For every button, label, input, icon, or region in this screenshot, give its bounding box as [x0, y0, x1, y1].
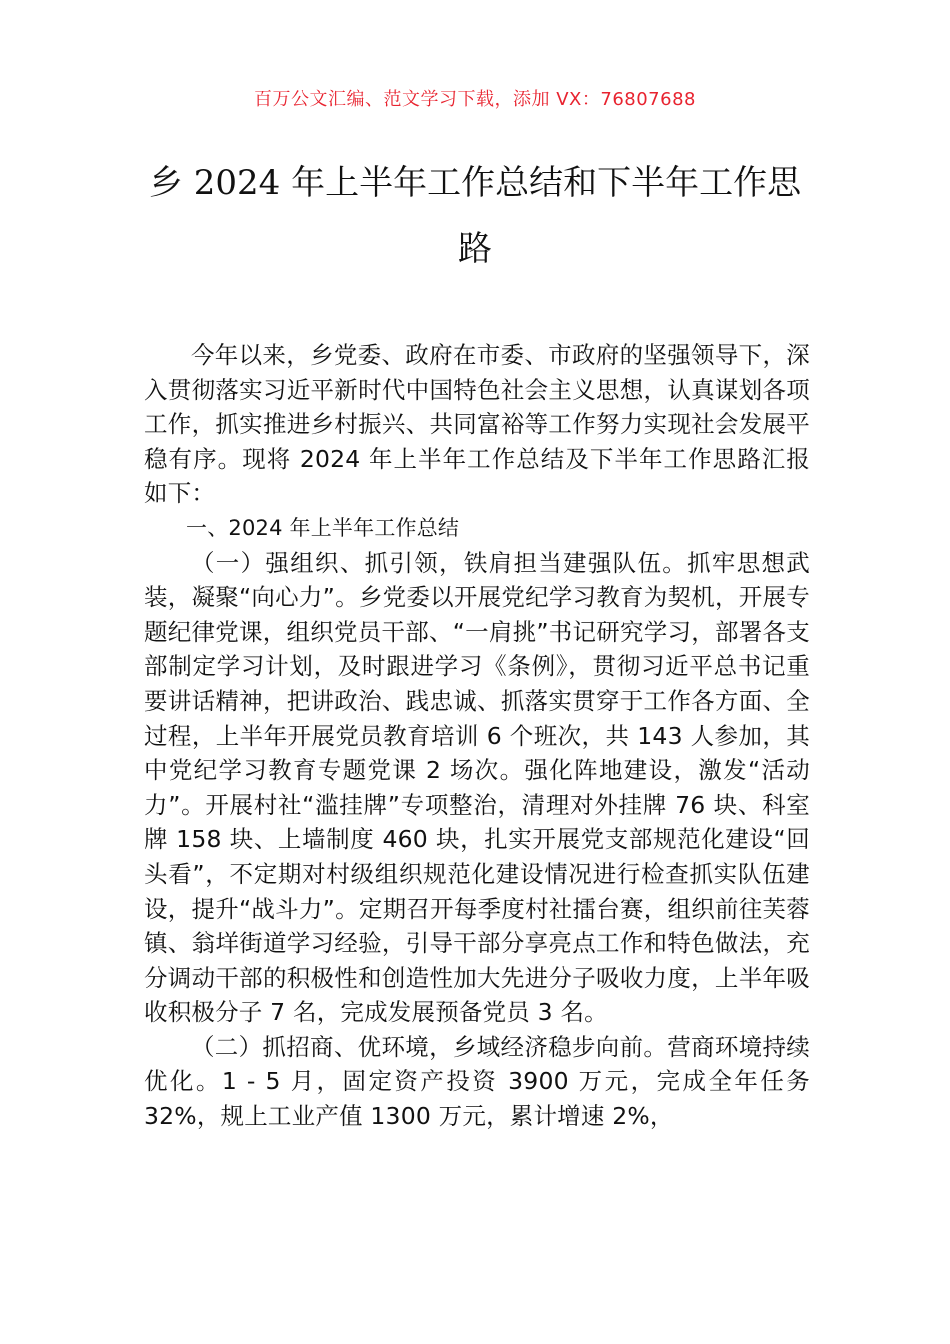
document-body: [144, 338, 810, 1134]
paragraph-organization: （一）强组织、抓引领，铁肩担当建强队伍。抓牢思想武装，凝聚“向心力”。乡党委以开展党纪学习教育为契机，开展专题纪律党课，组织党员干部、“一肩挑”书记研究学习，部署各支部制定学习计划，及时跟进学习《条例》，贯彻习近平总书记重要讲话精神，把讲政治、践忠诚、抓落实贯穿于工作各方面、全过程，上半年开展党员教育培训 6 个班次，共 143 人参加，其中党纪学习教育专题党课 2 场次。强化阵地建设，激发“活动力”。开展村社“滥挂牌”专项整治，清理对外挂牌 76 块、科室牌 158 块、上墙制度 460 块，扎实开展党支部规范化建设“回头看”，不定期对村级组织规范化建设情况进行检查抓实队伍建设，提升“战斗力”。定期召开每季度村社擂台赛，组织前往芙蓉镇、翁垟街道学习经验，引导干部分享亮点工作和特色做法，充分调动干部的积极性和创造性加大先进分子吸收力度，上半年吸收积极分子 7 名，完成发展预备党员 3 名。: [144, 548, 810, 1027]
document-title: 乡 2024 年上半年工作总结和下半年工作思路: [148, 163, 802, 269]
intro-paragraph: 今年以来，乡党委、政府在市委、市政府的坚强领导下，深入贯彻落实习近平新时代中国特色社会主义思想，认真谋划各项工作，抓实推进乡村振兴、共同富裕等工作努力实现社会发展平稳有序。现将 2024 年上半年工作总结及下半年工作思路汇报如下：: [144, 341, 810, 508]
paragraph-economy: （二）抓招商、优环境，乡域经济稳步向前。营商环境持续优化。1 - 5 月，固定资产投资 3900 万元，完成全年任务 32%，规上工业产值 1300 万元，累计增速 2%，: [144, 1032, 810, 1131]
section-heading: 一、2024 年上半年工作总结: [186, 515, 460, 540]
header-watermark-text: 百万公文汇编、范文学习下载，添加 VX：76807688: [254, 89, 696, 110]
